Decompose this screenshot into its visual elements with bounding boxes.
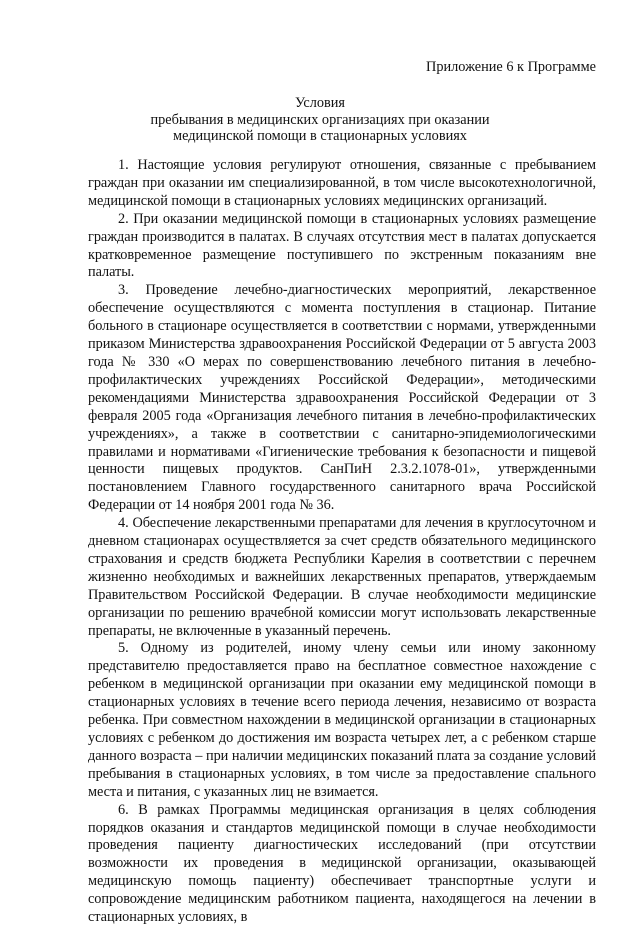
paragraph-6: 6. В рамках Программы медицинская организация в целях соблюдения порядков оказания и стандартов медицинской помощи в случае необходимости проведения пациенту диагностических исследований (при отсутствии возможности их проведения в медицинской организации, оказывающей медицинскую помощь пациенту) обеспечивает транспортные услуги и сопровождение медицинским работником пациента, находящегося на лечении в стационарных условиях, в <box>88 801 596 926</box>
paragraph-1: 1. Настоящие условия регулируют отношения, связанные с пребыванием граждан при оказании им специализированной, в том числе высокотехнологичной, медицинской помощи в стационарных условиях медицинских организаций. <box>88 157 596 209</box>
title-line: Условия <box>294 95 345 111</box>
appendix-label: Приложение 6 к Программе <box>426 59 596 75</box>
title-line: медицинской помощи в стационарных условиях <box>173 128 467 144</box>
title-line: пребывания в медицинских организациях при оказании <box>150 111 490 128</box>
document-title <box>0 95 640 145</box>
paragraph-3: 3. Проведение лечебно-диагностических мероприятий, лекарственное обеспечение осуществляются с момента поступления в стационар. Питание больного в стационаре осуществляется в соответствии с нормами, утвержденными приказом Министерства здравоохранения Российской Федерации от 5 августа 2003 года № 330 «О мерах по совершенствованию лечебного питания в лечебно-профилактических учреждениях Российской Федерации», методическими рекомендациями Министерства здравоохранения Российской Федерации от 3 февраля 2005 года «Организация лечебного питания в лечебно-профилактических учреждениях», а также в соответствии с санитарно-эпидемиологическими правилами и нормативами «Гигиенические требования к безопасности и пищевой ценности пищевых продуктов. СанПиН 2.3.2.1078-01», утвержденными постановлением Главного государственного санитарного врача Российской Федерации от 14 ноября 2001 года № 36. <box>88 282 596 514</box>
paragraph-4: 4. Обеспечение лекарственными препаратами для лечения в круглосуточном и дневном стационарах осуществляется за счет средств обязательного медицинского страхования и средств бюджета Республики Карелия в соответствии с перечнем жизненно необходимых и важнейших лекарственных препаратов, утверждаемым Правительством Российской Федерации. В случае необходимости медицинские организации по решению врачебной комиссии могут использовать лекарственные препараты, не включенные в указанный перечень. <box>88 515 596 639</box>
paragraph-5: 5. Одному из родителей, иному члену семьи или иному законному представителю предоставляется право на бесплатное совместное нахождение с ребенком в медицинской организации при оказании ему медицинской помощи в стационарных условиях в течение всего периода лечения, независимо от возраста ребенка. При совместном нахождении в медицинской организации в стационарных условиях с ребенком до достижения им возраста четырех лет, а с ребенком старше данного возраста – при наличии медицинских показаний плата за создание условий пребывания в стационарных условиях, в том числе за предоставление спального места и питания, с указанных лиц не взимается. <box>88 640 596 800</box>
paragraph-2: 2. При оказании медицинской помощи в стационарных условиях размещение граждан производится в палатах. В случаях отсутствия мест в палатах допускается кратковременное размещение поступившего по экстренным показаниям вне палаты. <box>88 210 596 281</box>
document-body <box>88 157 596 927</box>
